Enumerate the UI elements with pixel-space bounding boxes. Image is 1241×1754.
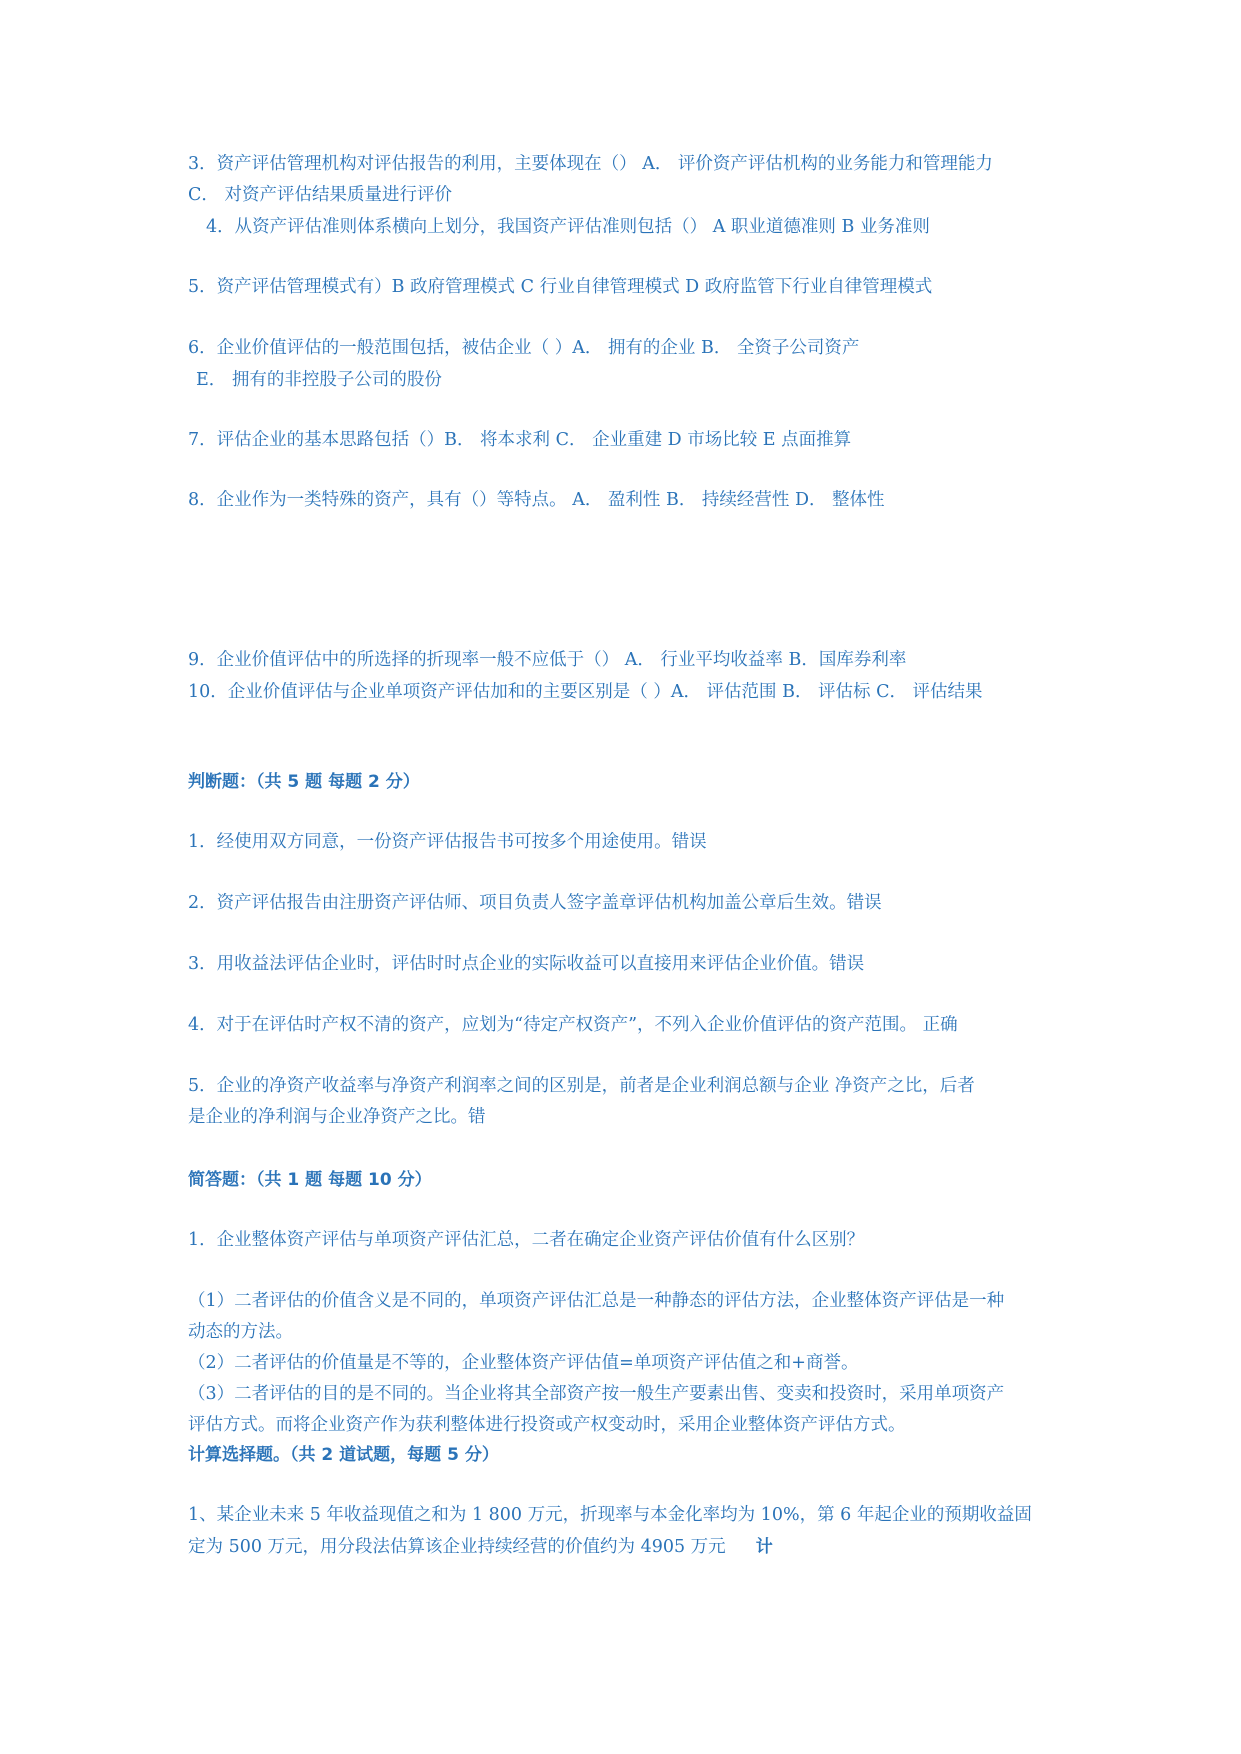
choice-item-10: 10．企业价值评估与企业单项资产评估加和的主要区别是（ ）A． 评估范围 B． 评估标 C． 评估结果 [188, 682, 983, 702]
judge-item-1: 1．经使用双方同意，一份资产评估报告书可按多个用途使用。错误 [188, 832, 707, 852]
judge-item-5-line1: 5．企业的净资产收益率与净资产利润率之间的区别是，前者是企业利润总额与企业 净资产之比，后者 [188, 1076, 975, 1096]
judge-section-heading: 判断题：（共 5 题 每题 2 分） [188, 772, 420, 792]
judge-item-4: 4．对于在评估时产权不清的资产，应划为“待定产权资产”，不列入企业价值评估的资产范围。 正确 [188, 1015, 958, 1035]
calc-item-1-line1: 1、某企业未来 5 年收益现值之和为 1 800 万元，折现率与本金化率均为 10%，第 6 年起企业的预期收益固 [188, 1505, 1032, 1525]
short-answer-line: （2）二者评估的价值量是不等的，企业整体资产评估值=单项资产评估值之和+商誉。 [188, 1353, 859, 1373]
calc-item-1-line2 [188, 1535, 773, 1559]
choice-item-6-line1: 6．企业价值评估的一般范围包括，被估企业（ ）A． 拥有的企业 B． 全资子公司资产 [188, 338, 860, 358]
choice-item-3-line1: 3．资产评估管理机构对评估报告的利用，主要体现在（） A． 评价资产评估机构的业务能力和管理能力 [188, 154, 993, 174]
calc-section-heading: 计算选择题。（共 2 道试题，每题 5 分） [188, 1445, 499, 1465]
choice-item-7: 7．评估企业的基本思路包括（）B． 将本求利 C． 企业重建 D 市场比较 E 点面推算 [188, 430, 852, 450]
short-answer-line: （1）二者评估的价值含义是不同的，单项资产评估汇总是一种静态的评估方法，企业整体资产评估是一种 [188, 1291, 1005, 1311]
short-section-heading: 简答题：（共 1 题 每题 10 分） [188, 1170, 432, 1190]
judge-item-2: 2．资产评估报告由注册资产评估师、项目负责人签字盖章评估机构加盖公章后生效。错误 [188, 893, 882, 913]
choice-item-9: 9．企业价值评估中的所选择的折现率一般不应低于（） A． 行业平均收益率 B．国库券利率 [188, 650, 907, 670]
choice-item-6-line2: E． 拥有的非控股子公司的股份 [196, 370, 442, 390]
short-answer-line: （3）二者评估的目的是不同的。当企业将其全部资产按一般生产要素出售、变卖和投资时，采用单项资产 [188, 1384, 1005, 1404]
choice-item-5: 5．资产评估管理模式有）B 政府管理模式 C 行业自律管理模式 D 政府监管下行业自律管理模式 [188, 277, 933, 297]
calc-trailing-mark: 计 [755, 1537, 773, 1557]
choice-item-3-line2: C． 对资产评估结果质量进行评价 [188, 185, 452, 205]
short-answer-line: 动态的方法。 [188, 1322, 293, 1342]
calc-item-1-text: 定为 500 万元，用分段法估算该企业持续经营的价值约为 4905 万元 [188, 1537, 726, 1557]
judge-item-5-line2: 是企业的净利润与企业净资产之比。错 [188, 1107, 486, 1127]
short-answer-line: 评估方式。而将企业资产作为获利整体进行投资或产权变动时，采用企业整体资产评估方式。 [188, 1415, 906, 1435]
short-question-1: 1．企业整体资产评估与单项资产评估汇总，二者在确定企业资产评估价值有什么区别？ [188, 1230, 865, 1250]
judge-item-3: 3．用收益法评估企业时，评估时时点企业的实际收益可以直接用来评估企业价值。错误 [188, 954, 865, 974]
choice-item-8: 8．企业作为一类特殊的资产，具有（）等特点。 A． 盈利性 B． 持续经营性 D． 整体性 [188, 490, 885, 510]
choice-item-4: 4．从资产评估准则体系横向上划分，我国资产评估准则包括（） A 职业道德准则 B 业务准则 [206, 217, 930, 237]
